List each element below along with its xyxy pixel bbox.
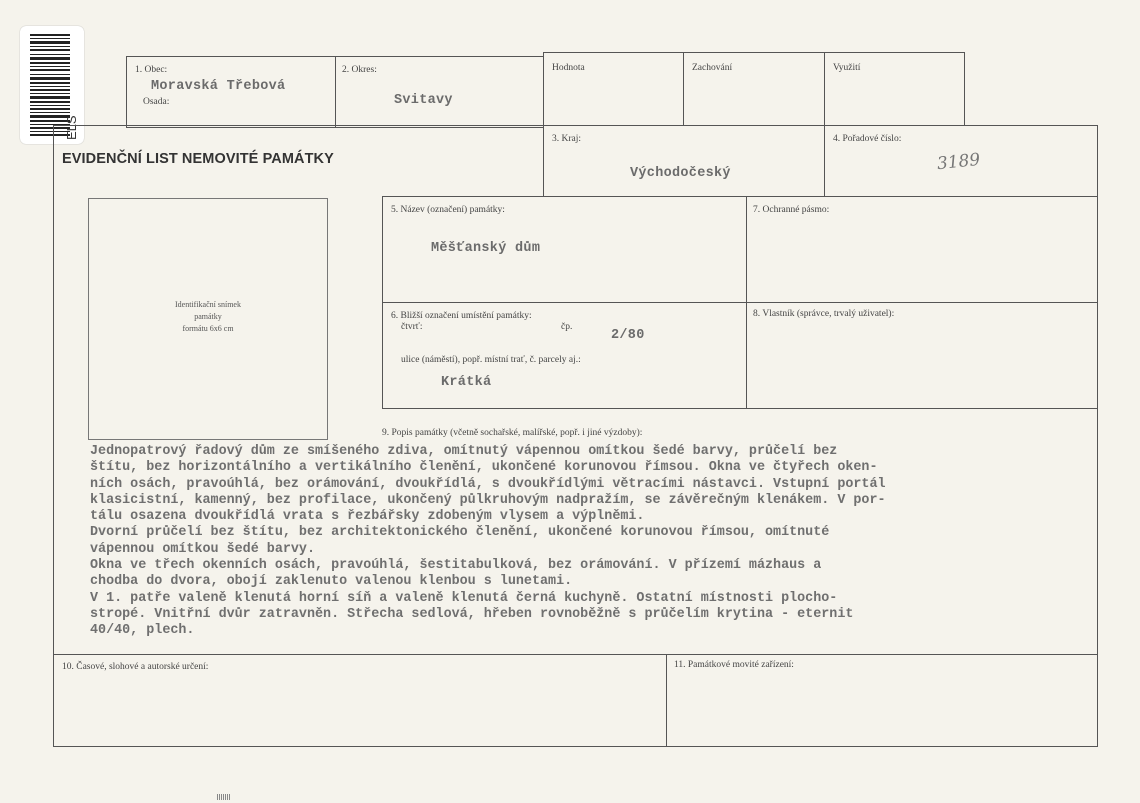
box-hodnota <box>543 52 684 126</box>
nazev-value: Měšťanský dům <box>431 241 541 256</box>
description-line: vápennou omítkou šedé barvy. <box>90 541 315 557</box>
description-line: Jednopatrový řadový dům ze smíšeného zdiva, omítnutý vápennou omítkou šedé barvy, průčelí bez <box>90 444 838 459</box>
poradove-cislo-label: 4. Pořadové číslo: <box>833 134 902 144</box>
zachovani-label: Zachování <box>692 63 733 73</box>
box-umisteni <box>382 302 747 409</box>
kraj-label: 3. Kraj: <box>552 134 582 144</box>
osada-label: Osada: <box>143 97 170 107</box>
description-line: chodba do dvora, obojí zaklenuto valenou klenbou s lunetami. <box>90 574 573 590</box>
description-line: Dvorní průčelí bez štítu, bez architektonického členění, ukončené korunovou římsou, omítnuté <box>90 525 830 541</box>
ulice-value: Krátká <box>441 375 492 390</box>
scan-mark <box>217 794 231 800</box>
description-line: Okna ve třech okenních osách, pravoúhlá, šestitabulková, bez orámování. V přízemí mázhaus a <box>90 558 822 574</box>
nazev-label: 5. Název (označení) památky: <box>391 205 505 215</box>
umisteni-label: 6. Bližší označení umístění památky: <box>391 311 532 321</box>
box-obec <box>126 56 336 128</box>
box-nazev <box>382 196 747 303</box>
movite-zarizeni-label: 11. Památkové movité zařízení: <box>674 660 794 670</box>
box-okres <box>335 56 544 128</box>
ctvrt-label: čtvrť: <box>401 322 423 332</box>
vyuziti-label: Využití <box>833 63 861 73</box>
photo-caption <box>89 299 327 335</box>
divider <box>53 654 1098 655</box>
description-line: ních osách, pravoúhlá, bez orámování, dvoukřídlá, s dvoukřídlými větracími nástavci. Vstupní portál <box>90 476 886 492</box>
kraj-value: Východočeský <box>630 166 731 181</box>
photo-caption-line: formátu 6x6 cm <box>182 324 234 333</box>
barcode-label: ELS <box>64 115 79 140</box>
description-line: tálu osazena dvoukřídlá vrata s řezbářsky zdobeným vlysem a výplněmi. <box>90 509 645 525</box>
poradove-cislo-value: 3189 <box>936 149 982 175</box>
cp-label: čp. <box>561 322 573 332</box>
cp-value: 2/80 <box>611 328 645 343</box>
form-title: EVIDENČNÍ LIST NEMOVITÉ PAMÁTKY <box>62 151 334 167</box>
description-line: štítu, bez horizontálního a vertikálního členění, ukončené korunovou římsou. Okna ve čtyřech oken- <box>90 460 878 476</box>
box-vlastnik <box>746 302 1098 409</box>
obec-value: Moravská Třebová <box>151 79 286 94</box>
popis-label: 9. Popis památky (včetně sochařské, malířské, popř. i jiné výzdoby): <box>382 428 643 438</box>
photo-caption-line: Identifikační snímek <box>175 300 241 309</box>
obec-label: 1. Obec: <box>135 65 168 75</box>
divider <box>666 654 667 747</box>
casove-urceni-label: 10. Časové, slohové a autorské určení: <box>62 662 209 672</box>
description-line: stropé. Vnitřní dvůr zatravněn. Střecha sedlová, hřeben rovnoběžně s průčelím krytina - eternit <box>90 606 854 622</box>
ulice-label: ulice (náměstí), popř. místní trať, č. parcely aj.: <box>401 355 581 365</box>
box-kraj <box>543 125 825 197</box>
photo-placeholder <box>88 198 328 440</box>
okres-label: 2. Okres: <box>342 65 377 75</box>
hodnota-label: Hodnota <box>552 63 585 73</box>
description-line: klasicistní, kamenný, bez profilace, ukončený půlkruhovým nadpražím, se závěrečným klenákem. V por- <box>90 492 886 508</box>
description-line: 40/40, plech. <box>90 623 195 639</box>
vlastnik-label: 8. Vlastník (správce, trvalý uživatel): <box>753 309 895 319</box>
box-zachovani <box>683 52 825 126</box>
okres-value: Svitavy <box>394 93 453 108</box>
box-ochranne-pasmo <box>746 196 1098 303</box>
ochranne-pasmo-label: 7. Ochranné pásmo: <box>753 205 830 215</box>
photo-caption-line: památky <box>194 312 222 321</box>
description-text <box>90 444 1090 640</box>
description-line: V 1. patře valeně klenutá horní síň a valeně klenutá černá kuchyně. Ostatní místnosti plocho- <box>90 590 838 606</box>
box-vyuziti <box>824 52 965 126</box>
